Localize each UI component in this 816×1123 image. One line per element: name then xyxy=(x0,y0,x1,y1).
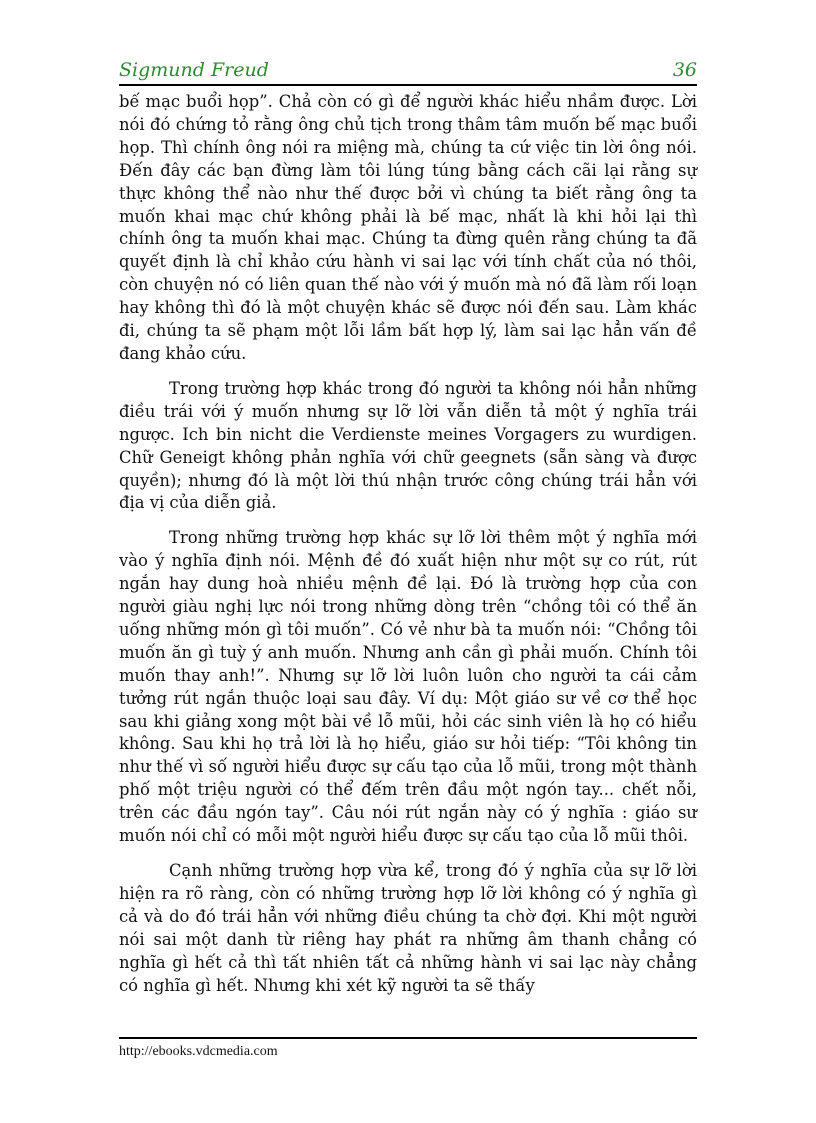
footer-divider xyxy=(119,1037,697,1039)
paragraph: Trong những trường hợp khác sự lỡ lời thêm một ý nghĩa mới vào ý nghĩa định nói. Mệnh đề đó xuất hiện như một sự co rút, rút ngắn hay dung hoà nhiều mệnh đề lại. Đó là trường hợp của con người giàu nghị lực nói trong những dòng trên “chồng tôi có thể ăn uống những món gì tôi muốn”. Có vẻ như bà ta muốn nói: “Chồng tôi muốn ăn gì tuỳ ý anh muốn. Nhưng anh cần gì phải muốn. Chính tôi muốn thay anh!”. Nhưng sự lỡ lời luôn luôn cho người ta cái cảm tưởng rút ngắn thuộc loại sau đây. Ví dụ: Một giáo sư về cơ thể học sau khi giảng xong một bài về lỗ mũi, hỏi các sinh viên là họ có hiểu không. Sau khi họ trả lời là họ hiểu, giáo sư hỏi tiếp: “Tôi không tin như thế vì số người hiểu được sự cấu tạo của lỗ mũi, trong một thành phố một triệu người có thể đếm trên đầu một ngón tay... chết nỗi, trên các đầu ngón tay”. Câu nói rút ngắn này có ý nghĩa : giáo sư muốn nói chỉ có mỗi một người hiểu được sự cấu tạo của lỗ mũi thôi. xyxy=(119,528,697,846)
body-text xyxy=(119,91,697,1009)
page-number: 36 xyxy=(672,59,697,81)
paragraph: Cạnh những trường hợp vừa kể, trong đó ý nghĩa của sự lỡ lời hiện ra rõ ràng, còn có những trường hợp lỡ lời không có ý nghĩa gì cả và do đó trái hẳn với những điều chúng ta chờ đợi. Khi một người nói sai một danh từ riêng hay phát ra những âm thanh chẳng có nghĩa gì hết cả thì tất nhiên tất cả những hành vi sai lạc này chẳng có nghĩa gì hết. Nhưng khi xét kỹ người ta sẽ thấy xyxy=(119,861,697,995)
footer-url-link[interactable]: http://ebooks.vdcmedia.com xyxy=(119,1044,278,1059)
paragraph: bế mạc buổi họp”. Chả còn có gì để người khác hiểu nhầm được. Lời nói đó chứng tỏ rằng ông chủ tịch trong thâm tâm muốn bế mạc buổi họp. Thì chính ông nói ra miệng mà, chúng ta cứ việc tin lời ông nói. Đến đây các bạn đừng làm tôi lúng túng bằng cách cãi lại rằng sự thực không thể nào như thế được bởi vì chúng ta biết rằng ông ta muốn khai mạc chứ không phải là bế mạc, nhất là khi hỏi lại thì chính ông ta muốn khai mạc. Chúng ta đừng quên rằng chúng ta đã quyết định là chỉ khảo cứu hành vi sai lạc với tính chất của nó thôi, còn chuyện nó có liên quan thế nào với ý muốn mà nó đã làm rối loạn hay không thì đó là một chuyện khác sẽ được nói đến sau. Làm khác đi, chúng ta sẽ phạm một lỗi lầm bất hợp lý, làm sai lạc hẳn vấn đề đang khảo cứu. xyxy=(119,92,697,363)
header-author: Sigmund Freud xyxy=(119,59,269,81)
page-header xyxy=(119,58,697,86)
paragraph: Trong trường hợp khác trong đó người ta không nói hẳn những điều trái với ý muốn nhưng sự lỡ lời vẫn diễn tả một ý nghĩa trái ngược. Ich bin nicht die Verdienste meines Vorgagers zu wurdigen. Chữ Geneigt không phản nghĩa với chữ geegnets (sẵn sàng và được quyền); nhưng đó là một lời thú nhận trước công chúng trái hẳn với địa vị của diễn giả. xyxy=(119,378,697,513)
